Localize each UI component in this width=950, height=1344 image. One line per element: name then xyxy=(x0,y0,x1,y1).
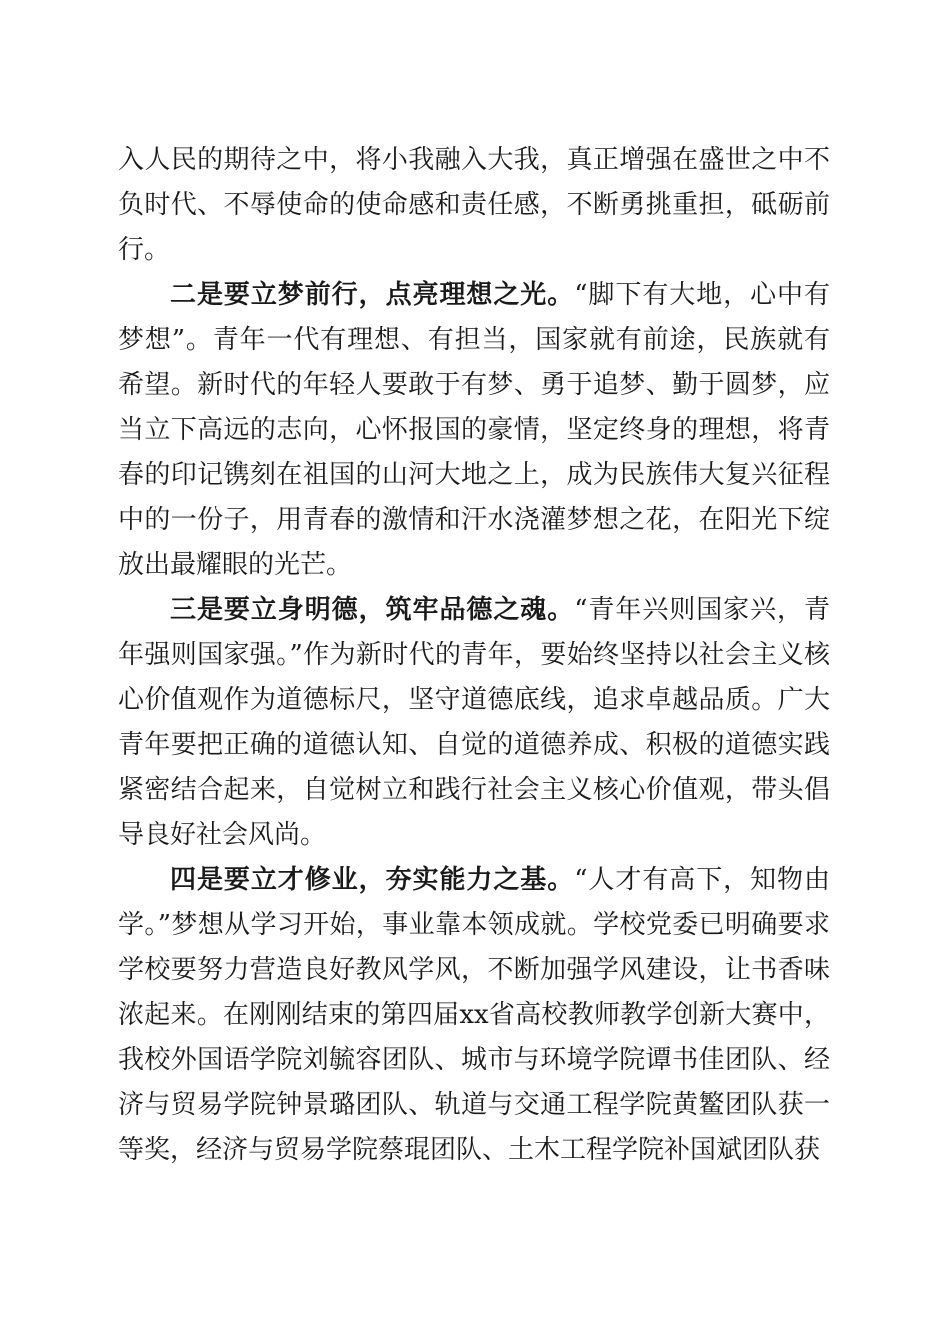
paragraph-heading: 四是要立才修业，夯实能力之基。 xyxy=(170,865,575,895)
paragraph-text: “人才有高下，知物由学。”梦想从学习开始，事业靠本领成就。学校党委已明确要求学校要努力营造良好教风学风，不断加强学风建设，让书香味浓起来。在刚刚结束的第四届xx省高校教师教学创新大赛中，我校外国语学院刘毓容团队、城市与环境学院谭书佳团队、经济与贸易学院钟景璐团队、轨道与交通工程学院黄鳘团队获一等奖，经济与贸易学院蔡琨团队、土木工程学院补国斌团队获 xyxy=(118,865,830,1165)
paragraph-text: “青年兴则国家兴，青年强则国家强。”作为新时代的青年，要始终坚持以社会主义核心价值观作为道德标尺，坚守道德底线，追求卓越品质。广大青年要把正确的道德认知、自觉的道德养成、积极的道德实践紧密结合起来，自觉树立和践行社会主义核心价值观，带头倡导良好社会风尚。 xyxy=(118,595,830,850)
paragraph-continuation xyxy=(118,138,830,273)
paragraph-text: 入人民的期待之中，将小我融入大我，真正增强在盛世之中不负时代、不辱使命的使命感和责任感，不断勇挑重担，砥砺前行。 xyxy=(118,145,830,265)
paragraph-heading: 三是要立身明德，筑牢品德之魂。 xyxy=(170,595,575,625)
paragraph-virtue xyxy=(118,588,830,858)
paragraph-ability xyxy=(118,858,830,1173)
paragraph-text: “脚下有大地，心中有梦想”。青年一代有理想、有担当，国家就有前途，民族就有希望。新时代的年轻人要敢于有梦、勇于追梦、勤于圆梦，应当立下高远的志向，心怀报国的豪情，坚定终身的理想，将青春的印记镌刻在祖国的山河大地之上，成为民族伟大复兴征程中的一份子，用青春的激情和汗水浇灌梦想之花，在阳光下绽放出最耀眼的光芒。 xyxy=(118,280,830,580)
paragraph-dream xyxy=(118,273,830,588)
document-body xyxy=(118,138,830,1173)
paragraph-heading: 二是要立梦前行，点亮理想之光。 xyxy=(170,280,575,310)
